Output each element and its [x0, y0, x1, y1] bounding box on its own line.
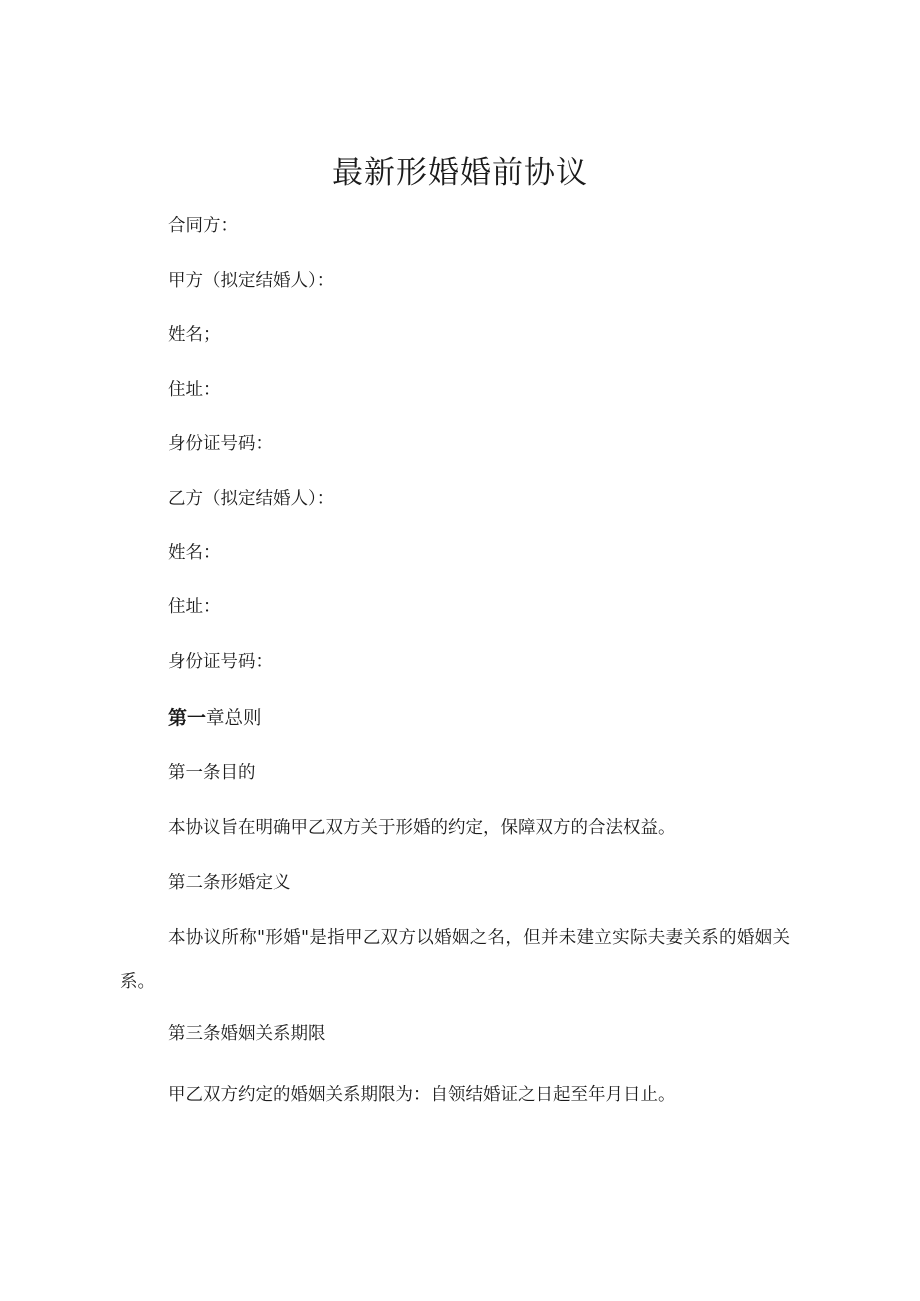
party-b-heading: 乙方（拟定结婚人）：: [168, 489, 335, 509]
party-a-name-label: 姓名；: [168, 325, 221, 345]
party-b-id-label: 身份证号码：: [168, 652, 273, 672]
article-2-body: 本协议所称"形婚"是指甲乙双方以婚姻之名，但并未建立实际夫妻关系的婚姻关系。: [120, 928, 790, 992]
article-3-heading: 第三条婚姻关系期限: [168, 1024, 326, 1044]
article-2-heading: 第二条形婚定义: [168, 873, 291, 893]
party-a-heading: 甲方（拟定结婚人）：: [168, 271, 335, 291]
parties-heading: 合同方：: [168, 216, 238, 236]
chapter-1-rest: 章总则: [206, 708, 262, 729]
chapter-1-heading: [168, 705, 262, 732]
article-1-heading: 第一条目的: [168, 763, 256, 783]
party-b-name-label: 姓名：: [168, 543, 221, 563]
document-title: 最新形婚婚前协议: [332, 155, 588, 191]
article-1-body: 本协议旨在明确甲乙双方关于形婚的约定，保障双方的合法权益。: [168, 818, 676, 838]
party-a-address-label: 住址：: [168, 380, 221, 400]
article-3-body: 甲乙双方约定的婚姻关系期限为：自领结婚证之日起至年月日止。: [168, 1085, 676, 1105]
party-b-address-label: 住址：: [168, 597, 221, 617]
chapter-1-lead: 第一: [168, 707, 207, 729]
party-a-id-label: 身份证号码：: [168, 434, 273, 454]
